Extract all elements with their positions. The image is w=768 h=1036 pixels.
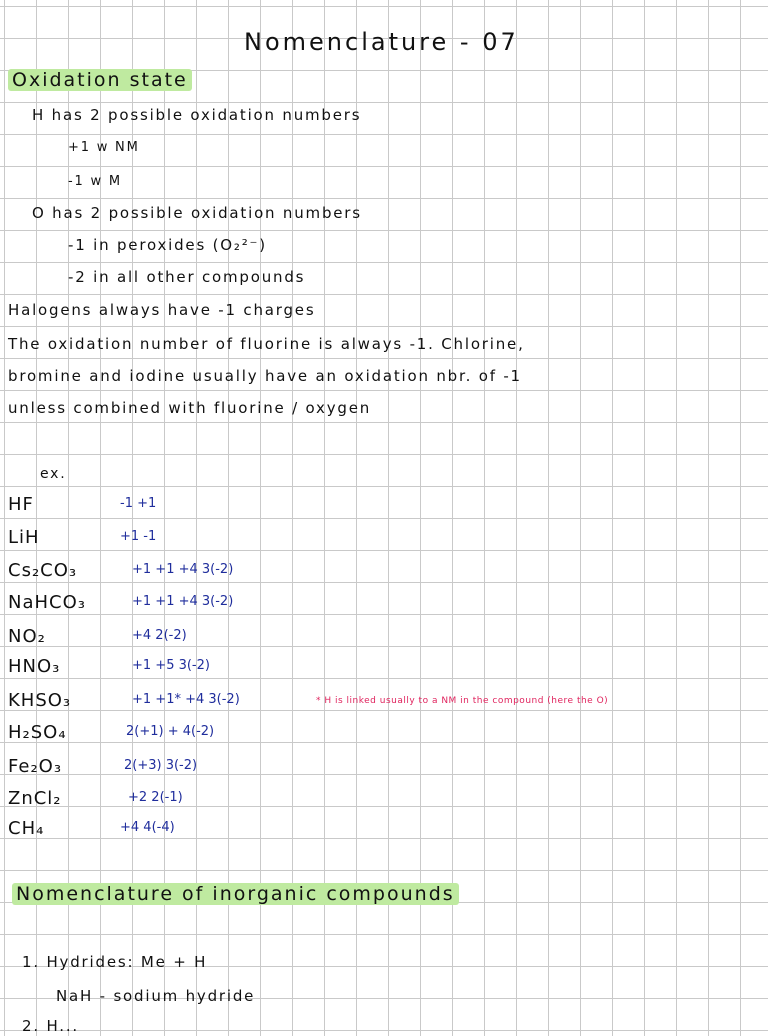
example-row (8, 560, 708, 584)
h-minus-one: -1 w M (68, 174, 122, 189)
example-oxidation-states: +1 -1 (120, 529, 157, 544)
h-plus-one: +1 w NM (68, 140, 140, 155)
example-formula: HF (8, 494, 34, 515)
example-oxidation-states: +4 2(-2) (132, 628, 187, 643)
example-oxidation-states: +1 +1* +4 3(-2) (132, 692, 240, 707)
example-row (8, 626, 708, 650)
example-row (8, 527, 708, 551)
example-oxidation-states: +2 2(-1) (128, 790, 183, 805)
example-oxidation-states: 2(+1) + 4(-2) (126, 724, 215, 739)
example-row (8, 788, 708, 812)
example-formula: NaHCO₃ (8, 592, 86, 613)
fluorine-line-3: unless combined with fluorine / oxygen (8, 399, 372, 417)
example-formula: HNO₃ (8, 656, 61, 677)
next-item-partial: 2. H... (22, 1017, 79, 1035)
o-peroxides: -1 in peroxides (O₂²⁻) (68, 236, 267, 254)
example-oxidation-states: +1 +1 +4 3(-2) (132, 562, 234, 577)
example-formula: KHSO₃ (8, 690, 72, 711)
example-formula: Cs₂CO₃ (8, 560, 78, 581)
example-formula: ZnCl₂ (8, 788, 62, 809)
example-oxidation-states: +1 +1 +4 3(-2) (132, 594, 234, 609)
example-oxidation-states: +4 4(-4) (120, 820, 175, 835)
example-row (8, 722, 708, 746)
section-heading-oxidation (8, 70, 192, 90)
section-heading-nomenclature (12, 884, 459, 904)
example-row (8, 818, 708, 842)
example-row (8, 656, 708, 680)
footnote-h-linked: * H is linked usually to a NM in the compound (here the O) (316, 696, 609, 706)
example-oxidation-states: 2(+3) 3(-2) (124, 758, 198, 773)
example-formula: CH₄ (8, 818, 45, 839)
examples-label: ex. (40, 466, 67, 482)
example-formula: Fe₂O₃ (8, 756, 63, 777)
example-row (8, 592, 708, 616)
example-formula: H₂SO₄ (8, 722, 67, 743)
o-oxidation-line: O has 2 possible oxidation numbers (32, 204, 362, 222)
example-oxidation-states: -1 +1 (120, 496, 157, 511)
o-other-compounds: -2 in all other compounds (68, 268, 306, 286)
page-title: Nomenclature - 07 (244, 28, 519, 56)
example-oxidation-states: +1 +5 3(-2) (132, 658, 210, 673)
example-row (8, 690, 708, 714)
heading-highlight: Nomenclature of inorganic compounds (12, 883, 459, 905)
example-formula: NO₂ (8, 626, 46, 647)
h-oxidation-line: H has 2 possible oxidation numbers (32, 106, 362, 124)
example-row (8, 756, 708, 780)
fluorine-line-2: bromine and iodine usually have an oxidation nbr. of -1 (8, 367, 522, 385)
halogens-line: Halogens always have -1 charges (8, 301, 316, 319)
hydrides-item: 1. Hydrides: Me + H (22, 953, 208, 971)
example-formula: LiH (8, 527, 40, 548)
heading-highlight: Oxidation state (8, 69, 192, 91)
hydride-example: NaH - sodium hydride (56, 987, 256, 1005)
fluorine-line-1: The oxidation number of fluorine is always -1. Chlorine, (8, 335, 525, 353)
example-row (8, 494, 708, 518)
